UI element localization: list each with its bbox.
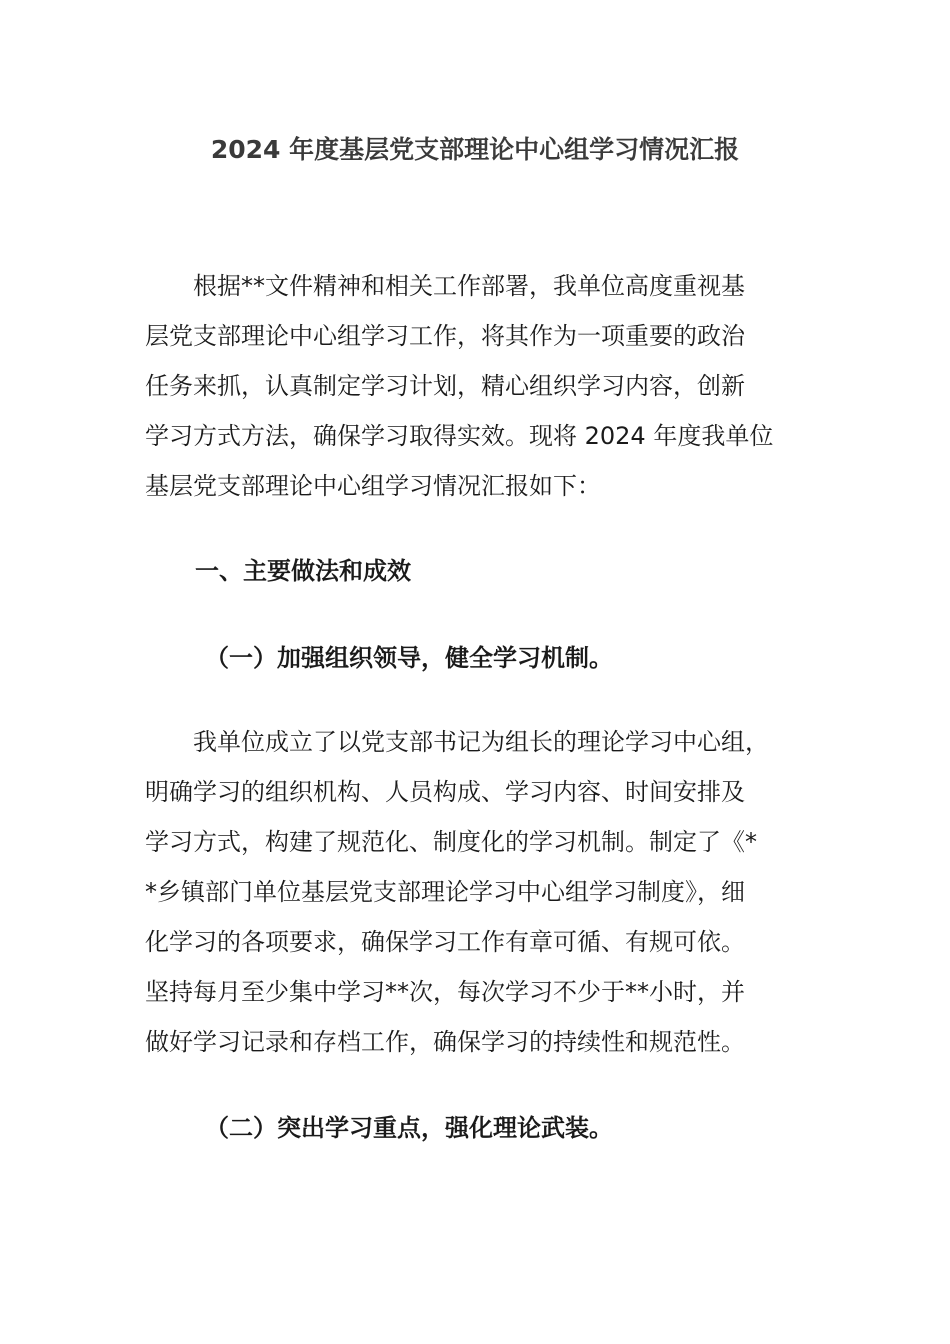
organization-paragraph <box>145 717 807 1067</box>
paragraph-line: 层党支部理论中心组学习工作，将其作为一项重要的政治 <box>145 322 745 350</box>
subsection-heading-study-focus: （二）突出学习重点，强化理论武装。 <box>205 1114 613 1142</box>
paragraph-line: 化学习的各项要求，确保学习工作有章可循、有规可依。 <box>145 928 745 956</box>
paragraph-line: 做好学习记录和存档工作，确保学习的持续性和规范性。 <box>145 1028 745 1056</box>
paragraph-line: 任务来抓，认真制定学习计划，精心组织学习内容，创新 <box>145 372 745 400</box>
subsection-heading-organization: （一）加强组织领导，健全学习机制。 <box>205 644 613 672</box>
paragraph-line: 根据**文件精神和相关工作部署，我单位高度重视基 <box>145 272 745 300</box>
intro-paragraph <box>145 261 807 511</box>
paragraph-line: 基层党支部理论中心组学习情况汇报如下： <box>145 472 601 500</box>
paragraph-line: 明确学习的组织机构、人员构成、学习内容、时间安排及 <box>145 778 745 806</box>
paragraph-line: 学习方式方法，确保学习取得实效。现将 2024 年度我单位 <box>145 422 774 450</box>
paragraph-line: 我单位成立了以党支部书记为组长的理论学习中心组， <box>145 728 769 756</box>
section-heading-main-practices: 一、主要做法和成效 <box>195 557 411 585</box>
paragraph-line: 学习方式，构建了规范化、制度化的学习机制。制定了《* <box>145 828 757 856</box>
paragraph-line: 坚持每月至少集中学习**次，每次学习不少于**小时，并 <box>145 978 745 1006</box>
document-title: 2024 年度基层党支部理论中心组学习情况汇报 <box>210 135 740 164</box>
paragraph-line: *乡镇部门单位基层党支部理论学习中心组学习制度》，细 <box>145 878 745 906</box>
